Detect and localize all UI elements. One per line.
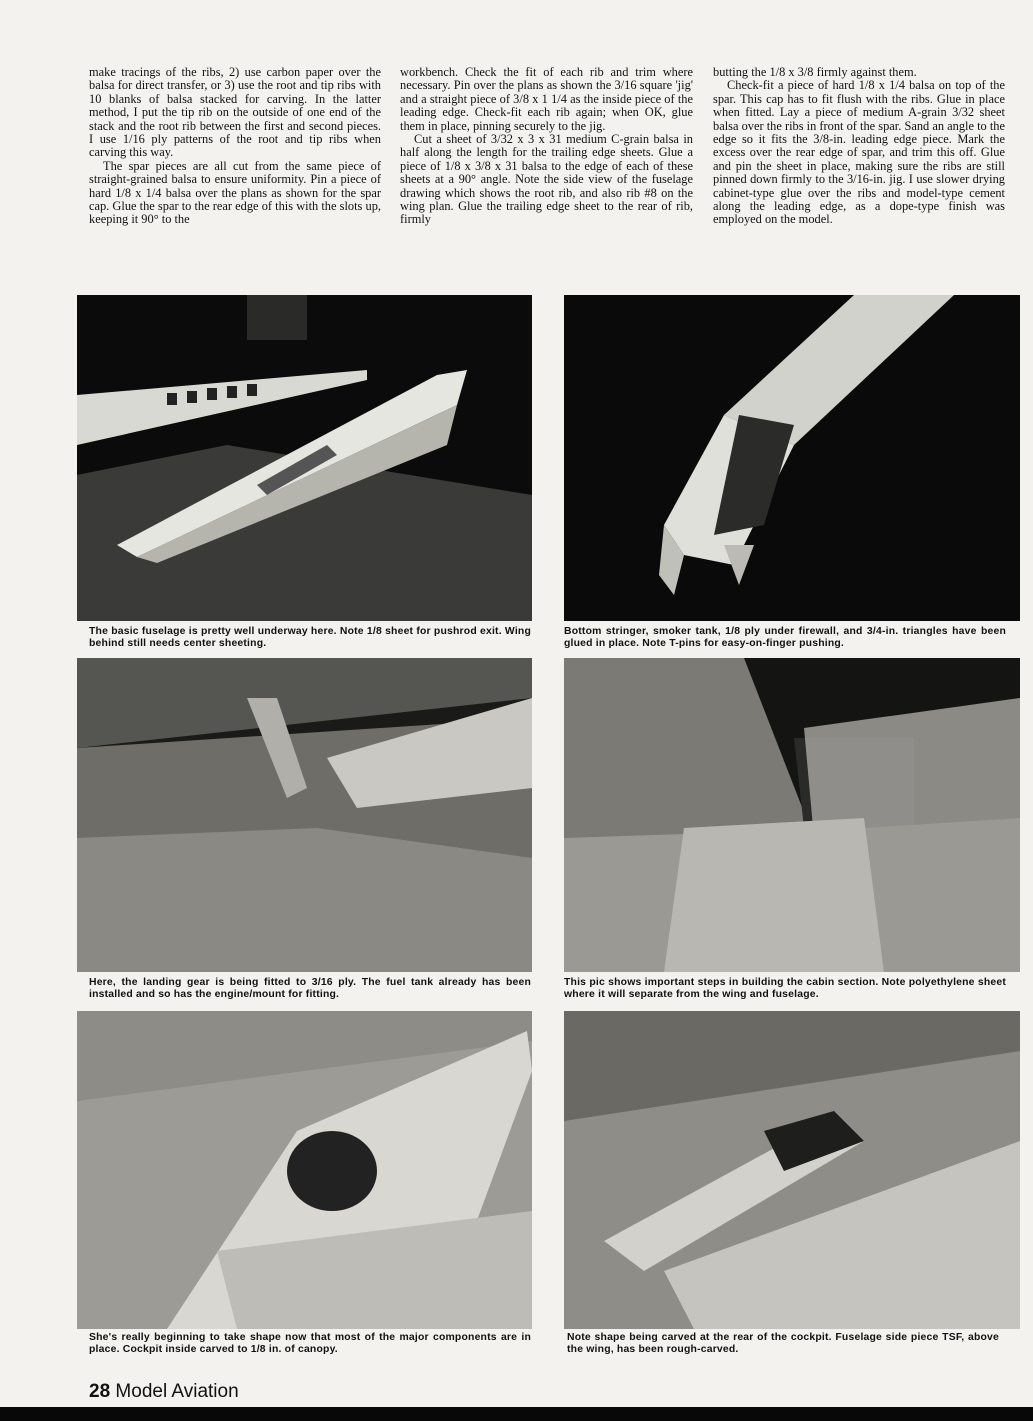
photo-cabin-section [564, 658, 1020, 972]
caption: Bottom stringer, smoker tank, 1/8 ply under firewall, and 3/4-in. triangles have been glued in place. Note T-pins for easy-on-finger pushing. [564, 626, 1006, 650]
caption: This pic shows important steps in building the cabin section. Note polyethylene sheet where it will separate from the wing and fuselage. [564, 977, 1006, 1001]
photo-fuselage-underway [77, 295, 532, 621]
paragraph: workbench. Check the fit of each rib and trim where necessary. Pin over the plans as shown the 3/16 square 'jig' and a straight piece of 3/8 x 1 1/4 as the inside piece of the leading edge. Check-fit each rib again; when OK, glue them in place, pinning securely to the jig. [400, 65, 693, 133]
paragraph: butting the 1/8 x 3/8 firmly against them. [713, 65, 917, 79]
caption: She's really beginning to take shape now that most of the major components are in place. Cockpit inside carved to 1/8 in. of canopy. [89, 1332, 531, 1356]
caption: The basic fuselage is pretty well underway here. Note 1/8 sheet for pushrod exit. Wing behind still needs center sheeting. [89, 626, 531, 650]
paragraph: Cut a sheet of 3/32 x 3 x 31 medium C-grain balsa in half along the length for the trailing edge sheets. Glue a piece of 1/8 x 3/8 x 31 balsa to the edge of each of these sheets at a 90° angle. Note the side view of the fuselage drawing which shows the root rib, and also rib #8 on the wing plan. Glue the trailing edge sheet to the rear of rib, firmly [400, 132, 693, 227]
text-column-1 [89, 66, 381, 227]
page-footer [89, 1381, 239, 1403]
caption: Here, the landing gear is being fitted to 3/16 ply. The fuel tank already has been installed and so has the engine/mount for fitting. [89, 977, 531, 1001]
photo-cockpit-rear [564, 1011, 1020, 1329]
photo-canopy [77, 1011, 532, 1329]
page-number: 28 [89, 1381, 111, 1402]
text-column-2 [400, 66, 693, 227]
caption: Note shape being carved at the rear of the cockpit. Fuselage side piece TSF, above the wing, has been rough-carved. [567, 1332, 999, 1356]
paragraph: make tracings of the ribs, 2) use carbon paper over the balsa for direct transfer, or 3) use the root and tip ribs with 10 blanks of balsa stacked for carving. In the latter method, I put the tip rib on the outside of one end of the stack and the root rib between the first and second pieces. I use 1/16 ply patterns of the root and tip ribs when carving this way. [89, 65, 381, 160]
text-column-3 [713, 66, 1005, 227]
paragraph: The spar pieces are all cut from the same piece of straight-grained balsa to ensure uniformity. Pin a piece of hard 1/8 x 1/4 balsa over the plans as shown for the spar cap. Glue the spar to the rear edge of this with the slots up, keeping it 90° to the [89, 158, 381, 227]
page-edge-shadow [0, 1407, 1033, 1421]
publication-name: Model Aviation [115, 1381, 239, 1402]
paragraph: Check-fit a piece of hard 1/8 x 1/4 balsa on top of the spar. This cap has to fit flush with the ribs. Glue in place when fitted. Lay a piece of medium A-grain 3/32 sheet balsa over the ribs in front of the spar. Sand an angle to the edge so it fits the 3/8-in. leading edge piece. Mark the excess over the rear edge of spar, and trim this off. Glue and pin the sheet in place, making sure the ribs are still pinned down firmly to the 3/16-in. jig. I use slower drying cabinet-type glue over the ribs and model-type cement along the leading edge, as a dope-type finish was employed on the model. [713, 78, 1005, 227]
photo-bottom-stringer [564, 295, 1020, 621]
photo-landing-gear [77, 658, 532, 972]
